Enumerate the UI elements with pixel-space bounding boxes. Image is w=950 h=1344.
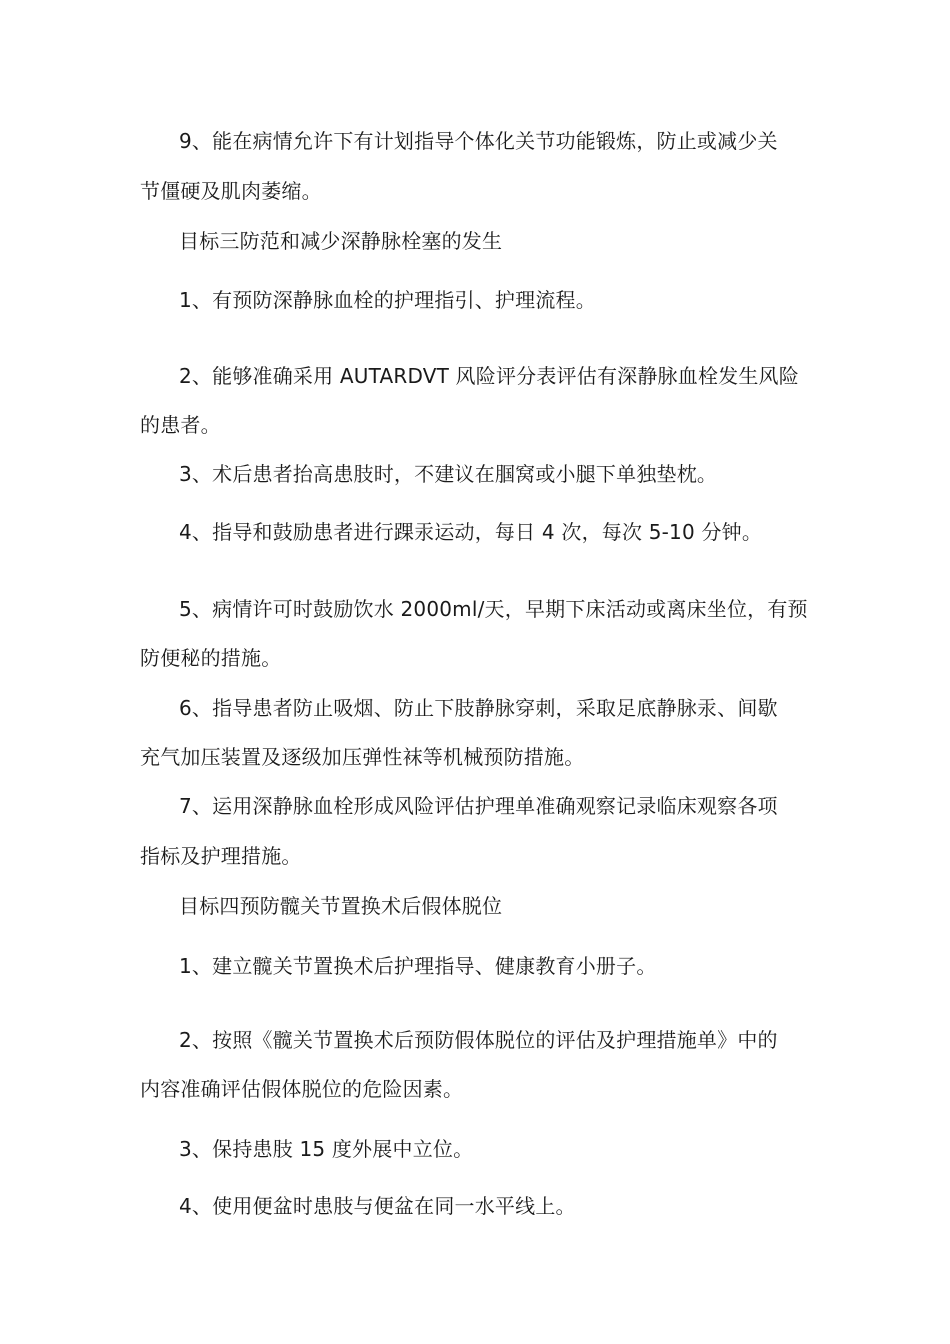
goal-3-item-6-line-2: 充气加压装置及逐级加压弹性袜等机械预防措施。 [140,745,585,769]
goal-3-item-7-line-2: 指标及护理措施。 [140,844,302,868]
goal-4-item-3: 3、保持患肢 15 度外展中立位。 [179,1137,474,1161]
section-heading-goal-3: 目标三防范和减少深静脉栓塞的发生 [179,229,503,253]
section-heading-goal-4: 目标四预防髋关节置换术后假体脱位 [179,894,503,918]
goal-3-item-1: 1、有预防深静脉血栓的护理指引、护理流程。 [179,288,596,312]
goal-3-item-2-line-1: 2、能够准确采用 AUTARDVT 风险评分表评估有深静脉血栓发生风险 [179,364,799,388]
goal-3-item-6-line-1: 6、指导患者防止吸烟、防止下肢静脉穿刺，采取足底静脉汞、间歇 [179,696,778,720]
goal-3-item-4: 4、指导和鼓励患者进行踝汞运动，每日 4 次，每次 5-10 分钟。 [179,520,763,544]
goal-4-item-2-line-2: 内容准确评估假体脱位的危险因素。 [140,1077,464,1101]
goal-4-item-1: 1、建立髋关节置换术后护理指导、健康教育小册子。 [179,954,657,978]
paragraph-9-line-2: 节僵硬及肌肉萎缩。 [140,179,322,203]
goal-3-item-7-line-1: 7、运用深静脉血栓形成风险评估护理单准确观察记录临床观察各项 [179,794,778,818]
goal-4-item-2-line-1: 2、按照《髋关节置换术后预防假体脱位的评估及护理措施单》中的 [179,1028,778,1052]
paragraph-9-line-1: 9、能在病情允许下有计划指导个体化关节功能锻炼，防止或减少关 [179,129,778,153]
goal-3-item-3: 3、术后患者抬高患肢时，不建议在腘窝或小腿下单独垫枕。 [179,462,718,486]
goal-3-item-2-line-2: 的患者。 [140,413,221,437]
goal-3-item-5-line-2: 防便秘的措施。 [140,646,282,670]
goal-3-item-5-line-1: 5、病情许可时鼓励饮水 2000ml/天，早期下床活动或离床坐位，有预 [179,597,808,621]
goal-4-item-4: 4、使用便盆时患肢与便盆在同一水平线上。 [179,1194,576,1218]
